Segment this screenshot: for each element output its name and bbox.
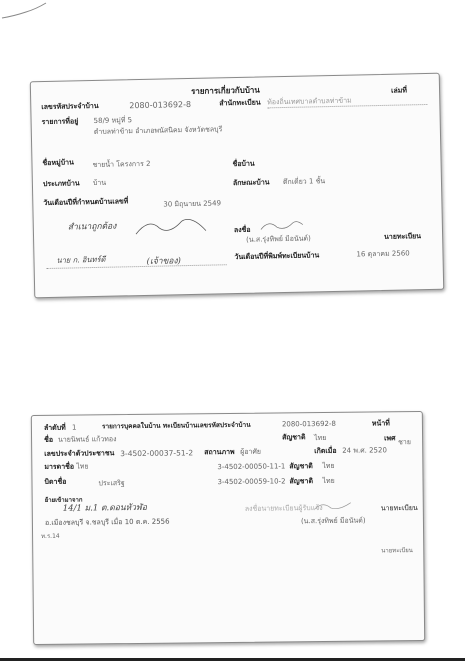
move-in-line2: อ.เมืองชลบุรี จ.ชลบุรี เมื่อ 10 ต.ค. 2556 <box>44 517 170 527</box>
handwritten-name: นาย ก. อินทร์ดี <box>56 254 106 265</box>
date-assigned-label: วันเดือนปีที่กำหนดบ้านเลขที่ <box>43 197 129 208</box>
move-in-line1: 14/1 ม.1 ต.ดอนหัวฬ่อ <box>62 502 147 514</box>
id-label: เลขประจำตัวประชาชน <box>44 449 115 458</box>
date-assigned-value: 30 มิถุนายน 2549 <box>163 199 222 209</box>
father-id-value: 3-4502-00059-10-2 <box>217 477 286 487</box>
registrar-office-label: สำนักทะเบียน <box>219 98 261 108</box>
handwritten-certify: สำเนาถูกต้อง <box>67 221 117 233</box>
nationality-value: ไทย <box>314 433 327 443</box>
house-name-label: ชื่อบ้าน <box>232 159 255 169</box>
house-code-label: เลขรหัสประจำบ้าน <box>41 101 99 112</box>
dotted-line <box>47 264 227 269</box>
house-code-value: 2080-013692-8 <box>281 419 337 429</box>
house-style-value: ตึกเดี่ยว 1 ชั้น <box>282 177 326 187</box>
nationality-label: สัญชาติ <box>282 433 306 442</box>
person-details-card <box>31 411 425 645</box>
father-label: บิดาชื่อ <box>44 477 67 486</box>
status-label: สถานภาพ <box>204 447 235 457</box>
registrar-signature <box>313 499 353 513</box>
registrar-sign-label: ลงชื่อนายทะเบียนผู้รับแจ้ง <box>244 504 323 513</box>
handwritten-owner: (เจ้าของ) <box>146 256 182 267</box>
address-label: รายการที่อยู่ <box>41 117 79 127</box>
pen-scribble-mark <box>0 0 60 30</box>
house-type-value: บ้าน <box>92 178 107 188</box>
page-no-label: หน้าที่ <box>371 419 390 428</box>
registrar-name: (น.ส.รุ่งทิพย์ มีอนันต์) <box>300 516 366 526</box>
village-label: ชื่อหมู่บ้าน <box>42 158 74 168</box>
handwritten-signature-1 <box>134 213 210 241</box>
seq-value: 1 <box>71 423 77 432</box>
father-nat-label: สัญชาติ <box>289 477 314 486</box>
house-type-label: ประเภทบ้าน <box>42 179 80 189</box>
registrar-title: นายทะเบียน <box>384 232 422 241</box>
status-value: ผู้อาศัย <box>240 447 262 456</box>
father-nat-value: ไทย <box>322 476 335 486</box>
card-title: รายการเกี่ยวกับบ้าน <box>190 85 260 96</box>
book-no-label: เล่มที่ <box>390 86 408 95</box>
name-label: ชื่อ <box>44 435 54 444</box>
house-style-label: ลักษณะบ้าน <box>232 178 270 188</box>
print-date-label: วันเดือนปีที่พิมพ์ทะเบียนบ้าน <box>234 251 320 262</box>
seq-label: ลำดับที่ <box>43 423 66 432</box>
mother-id-value: 3-4502-00050-11-1 <box>217 462 286 472</box>
mother-label: มารดาชื่อ <box>44 462 75 471</box>
village-value: ชายน้ำ โครงการ 2 <box>92 159 151 170</box>
print-date-value: 16 ตุลาคม 2560 <box>356 249 410 259</box>
form-code: ท.ร.14 <box>41 532 60 540</box>
address-line2: ตำบลท่าข้าม อำเภอพนัสนิคม จังหวัดชลบุรี <box>93 125 223 136</box>
mother-nat-label: สัญชาติ <box>289 462 313 471</box>
id-value: 3-4502-00037-51-2 <box>120 448 194 459</box>
move-in-label: ย้ายเข้ามาจาก <box>44 496 83 504</box>
signed-label: ลงชื่อ <box>233 225 251 235</box>
house-code-value: 2080-013692-8 <box>129 99 192 111</box>
birth-value: 24 พ.ศ. 2520 <box>342 446 387 455</box>
birth-label: เกิดเมื่อ <box>314 446 337 456</box>
name-value: นายนิพนธ์ แก้วทอง <box>58 435 117 444</box>
registrar-title: นายทะเบียน <box>380 504 418 513</box>
registrar-office-value: ท้องถิ่นเทศบาลตำบลท่าข้าม <box>267 96 352 107</box>
registrar-name: (น.ส.รุ่งทิพย์ มีอนันต์) <box>246 234 311 244</box>
sex-value: ชาย <box>398 438 411 447</box>
footer-registrar-title: นายทะเบียน <box>381 547 413 555</box>
address-line1: 58/9 หมู่ที่ 5 <box>93 116 133 125</box>
mother-nat-value: ไทย <box>76 462 89 471</box>
house-details-card <box>30 73 444 299</box>
mother-nat-value-2: ไทย <box>322 461 335 471</box>
registrar-signature <box>259 217 304 234</box>
card-title: รายการบุคคลในบ้าน ทะเบียนบ้านเลขรหัสประจำบ้าน <box>101 420 251 431</box>
father-name-value: ประเสริฐ <box>98 479 125 488</box>
sex-label: เพศ <box>384 434 396 443</box>
